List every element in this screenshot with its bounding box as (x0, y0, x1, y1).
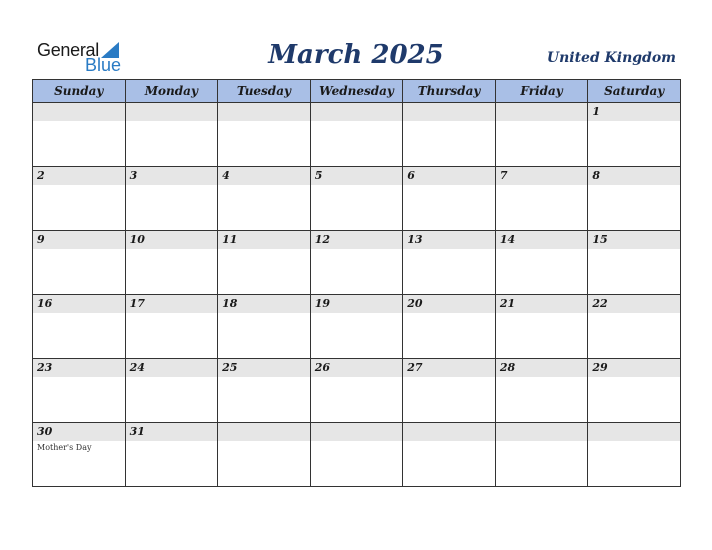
day-cell (403, 103, 496, 167)
day-number-bar (311, 103, 403, 121)
day-number-bar (126, 359, 218, 377)
day-number-bar (218, 423, 310, 441)
day-number: 27 (407, 361, 423, 374)
week-row (33, 103, 681, 167)
day-cell (33, 103, 126, 167)
day-number: 17 (129, 297, 145, 310)
day-cell (310, 167, 403, 231)
day-number: 3 (129, 169, 138, 182)
day-number-bar (311, 167, 403, 185)
day-cell (125, 359, 218, 423)
holiday-label: Mother's Day (37, 443, 92, 452)
day-number: 6 (407, 169, 415, 182)
day-number-bar (588, 103, 680, 121)
day-cell (495, 103, 588, 167)
day-number-bar (403, 295, 495, 313)
day-number-bar (218, 103, 310, 121)
day-cell (403, 295, 496, 359)
day-number: 14 (499, 233, 516, 246)
day-number: 15 (592, 233, 608, 246)
day-number: 30 (37, 425, 53, 438)
week-row (33, 423, 681, 487)
day-cell (403, 231, 496, 295)
day-number-bar (33, 103, 125, 121)
day-number-bar (126, 231, 218, 249)
weekday-header-wednesday: Wednesday (310, 80, 403, 103)
day-number-bar (33, 231, 125, 249)
day-number-bar (126, 103, 218, 121)
day-cell (218, 167, 311, 231)
day-number: 22 (592, 297, 608, 310)
day-number-bar (311, 295, 403, 313)
week-row (33, 231, 681, 295)
day-cell (588, 423, 681, 487)
weekday-header-friday: Friday (495, 80, 588, 103)
day-number: 7 (499, 169, 508, 182)
day-cell (403, 423, 496, 487)
day-number-bar (588, 359, 680, 377)
day-number: 28 (499, 361, 516, 374)
day-number: 24 (129, 361, 145, 374)
day-cell (310, 359, 403, 423)
day-number-bar (403, 423, 495, 441)
day-number: 20 (407, 297, 423, 310)
day-number-bar (311, 423, 403, 441)
day-number-bar (496, 167, 588, 185)
day-cell (310, 295, 403, 359)
day-number: 31 (129, 425, 145, 438)
day-cell (495, 295, 588, 359)
day-number: 29 (592, 361, 608, 374)
day-number-bar (588, 423, 680, 441)
country-label: United Kingdom (546, 50, 676, 66)
day-cell (495, 359, 588, 423)
calendar-grid (32, 79, 681, 487)
day-cell (310, 231, 403, 295)
day-cell (310, 103, 403, 167)
day-cell (125, 103, 218, 167)
day-number-bar (403, 167, 495, 185)
day-cell (33, 423, 126, 487)
day-number-bar (33, 423, 125, 441)
day-cell (495, 423, 588, 487)
weekday-header-thursday: Thursday (403, 80, 496, 103)
day-cell (588, 167, 681, 231)
day-number-bar (218, 167, 310, 185)
day-cell (403, 167, 496, 231)
day-number: 4 (222, 169, 230, 182)
day-cell (218, 295, 311, 359)
day-number-bar (218, 359, 310, 377)
day-cell (218, 423, 311, 487)
day-number: 18 (222, 297, 238, 310)
weekday-header-saturday: Saturday (588, 80, 681, 103)
day-number-bar (496, 231, 588, 249)
day-number: 23 (37, 361, 53, 374)
day-cell (125, 295, 218, 359)
day-number-bar (403, 359, 495, 377)
day-cell (495, 231, 588, 295)
day-cell (125, 231, 218, 295)
day-number: 11 (222, 233, 238, 246)
day-number: 26 (314, 361, 330, 374)
day-number-bar (311, 231, 403, 249)
day-number-bar (126, 295, 218, 313)
day-number-bar (33, 167, 125, 185)
day-number: 1 (592, 105, 601, 118)
day-cell (33, 359, 126, 423)
day-number-bar (588, 295, 680, 313)
day-number-bar (218, 231, 310, 249)
day-number-bar (588, 167, 680, 185)
day-number-bar (403, 231, 495, 249)
day-cell (403, 359, 496, 423)
day-number: 12 (314, 233, 330, 246)
day-cell (495, 167, 588, 231)
day-number: 8 (592, 169, 601, 182)
day-cell (125, 167, 218, 231)
day-number-bar (496, 103, 588, 121)
day-cell (33, 295, 126, 359)
week-row (33, 359, 681, 423)
logo-text-blue: Blue (85, 55, 122, 75)
week-row (33, 295, 681, 359)
day-number-bar (496, 295, 588, 313)
weekday-header-row (33, 80, 681, 103)
day-number-bar (33, 359, 125, 377)
day-number: 13 (407, 233, 423, 246)
week-row (33, 167, 681, 231)
day-number: 5 (314, 169, 323, 182)
day-cell (588, 231, 681, 295)
day-number: 2 (37, 169, 45, 182)
day-number-bar (588, 231, 680, 249)
day-cell (588, 295, 681, 359)
day-number-bar (126, 423, 218, 441)
day-number-bar (218, 295, 310, 313)
day-number-bar (126, 167, 218, 185)
day-cell (310, 423, 403, 487)
day-cell (218, 359, 311, 423)
day-number: 16 (37, 297, 53, 310)
day-number: 25 (222, 361, 238, 374)
day-number: 21 (499, 297, 516, 310)
day-number: 10 (129, 233, 145, 246)
weekday-header-monday: Monday (125, 80, 218, 103)
calendar-title: March 2025 (268, 40, 444, 70)
day-cell (588, 359, 681, 423)
day-cell (588, 103, 681, 167)
day-cell (218, 103, 311, 167)
day-number-bar (496, 423, 588, 441)
weekday-header-tuesday: Tuesday (218, 80, 311, 103)
logo-text-general: General (37, 40, 99, 60)
day-number-bar (311, 359, 403, 377)
day-number-bar (403, 103, 495, 121)
day-number-bar (496, 359, 588, 377)
weekday-header-sunday: Sunday (33, 80, 126, 103)
day-number: 9 (37, 233, 45, 246)
day-number-bar (33, 295, 125, 313)
day-cell (125, 423, 218, 487)
day-cell (218, 231, 311, 295)
day-cell (33, 167, 126, 231)
day-cell (33, 231, 126, 295)
day-number: 19 (314, 297, 330, 310)
